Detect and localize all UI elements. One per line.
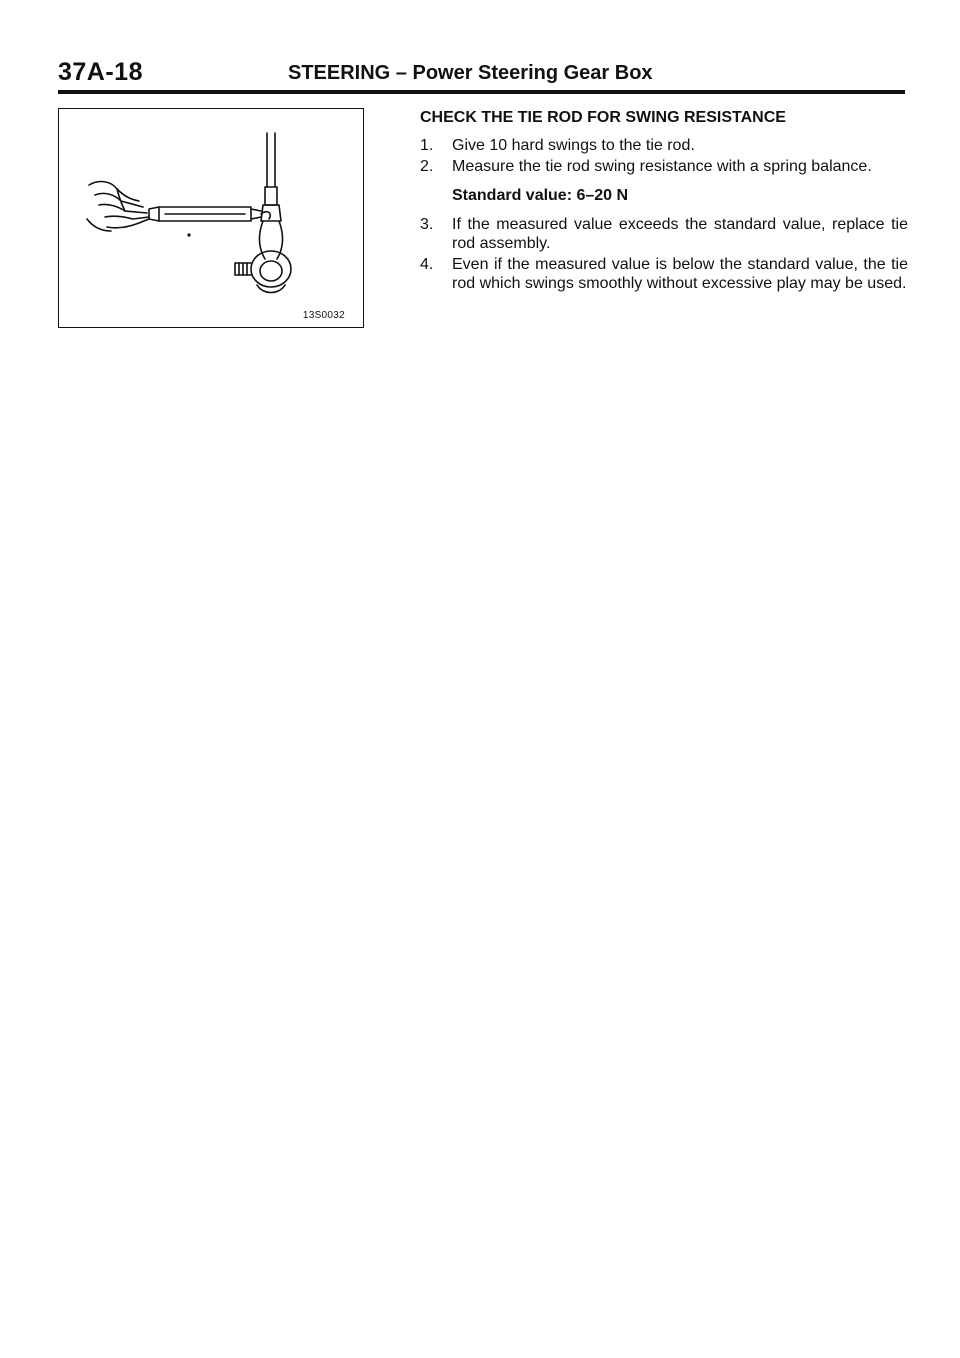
- figure-code: 13S0032: [302, 310, 345, 321]
- step-text: Even if the measured value is below the standard value, the tie rod which swings smoothly without excessive play may be used.: [452, 256, 908, 292]
- section-heading: CHECK THE TIE ROD FOR SWING RESISTANCE: [420, 109, 786, 126]
- section-content: [420, 108, 908, 295]
- step-text: If the measured value exceeds the standard value, replace tie rod assembly.: [452, 216, 908, 252]
- step-text: Give 10 hard swings to the tie rod.: [452, 137, 695, 154]
- header-rule: [58, 90, 905, 94]
- step-number: 4.: [420, 256, 434, 273]
- step-number: 3.: [420, 216, 434, 233]
- list-item: [420, 157, 908, 176]
- list-item: [420, 136, 908, 155]
- standard-value: Standard value: 6–20 N: [452, 187, 629, 204]
- spring-balance-drawing: [59, 109, 363, 327]
- page-number: 37A-18: [58, 58, 143, 86]
- list-item: [420, 215, 908, 253]
- step-number: 1.: [420, 137, 434, 154]
- page-title: STEERING – Power Steering Gear Box: [288, 62, 653, 84]
- step-text: Measure the tie rod swing resistance with a spring balance.: [452, 158, 872, 175]
- list-item: [420, 255, 908, 293]
- tie-rod-illustration: [58, 108, 364, 328]
- step-number: 2.: [420, 158, 434, 175]
- page-header: [58, 58, 906, 90]
